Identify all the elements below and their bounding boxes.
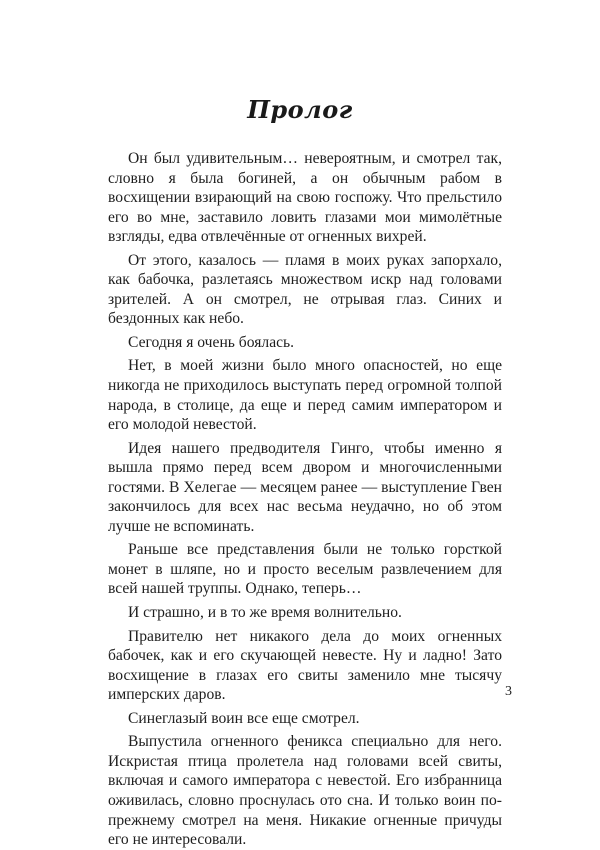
paragraph: Синеглазый воин все еще смотрел.	[128, 709, 360, 727]
chapter-title: Пролог	[247, 95, 353, 124]
paragraph: Он был удивительным… невероятным, и смотрел так, словно я была богиней, а он обычным рабом в восхищении взирающий на свою госпожу. Что прельстило его во мне, заставило ловить глазами мои мимолётные взгляды, едва отвлечённые от огненных вихрей.	[108, 150, 502, 246]
paragraph: Правителю нет никакого дела до моих огненных бабочек, как и его скучающей невесте. Ну и ладно! Зато восхищение в глазах его свиты заменило мне тысячу имперских даров.	[108, 627, 502, 704]
paragraph: Выпустила огненного феникса специально для него. Искристая птица пролетела над головами всей свиты, включая и самого императора с невестой. Его избранница оживилась, словно проснулась ото сна. И только воин по-прежнему смотрел на меня. Никакие огненные причуды его не интересовали.	[108, 733, 502, 849]
paragraph: Сегодня я очень боялась.	[128, 333, 295, 351]
body-text	[108, 149, 502, 850]
paragraph: Идея нашего предводителя Гинго, чтобы именно я вышла прямо перед всем двором и многочисленными гостями. В Хелегае — месяцем ранее — выступление Гвен закончилось для всех нас весьма неудачно, но об этом лучше не вспоминать.	[108, 439, 502, 535]
paragraph: Раньше все представления были не только горсткой монет в шляпе, но и просто веселым развлечением для всей нашей труппы. Однако, теперь…	[108, 541, 502, 598]
paragraph: И страшно, и в то же время волнительно.	[128, 604, 402, 622]
paragraph: От этого, казалось — пламя в моих руках запорхало, как бабочка, разлетаясь множеством искр над головами зрителей. А он смотрел, не отрывая глаз. Синих и бездонных как небо.	[108, 251, 502, 328]
paragraph: Нет, в моей жизни было много опасностей, но еще никогда не приходилось выступать перед огромной толпой народа, в столице, да еще и перед самим императором и его молодой невестой.	[108, 357, 502, 434]
page-number: 3	[505, 684, 512, 699]
